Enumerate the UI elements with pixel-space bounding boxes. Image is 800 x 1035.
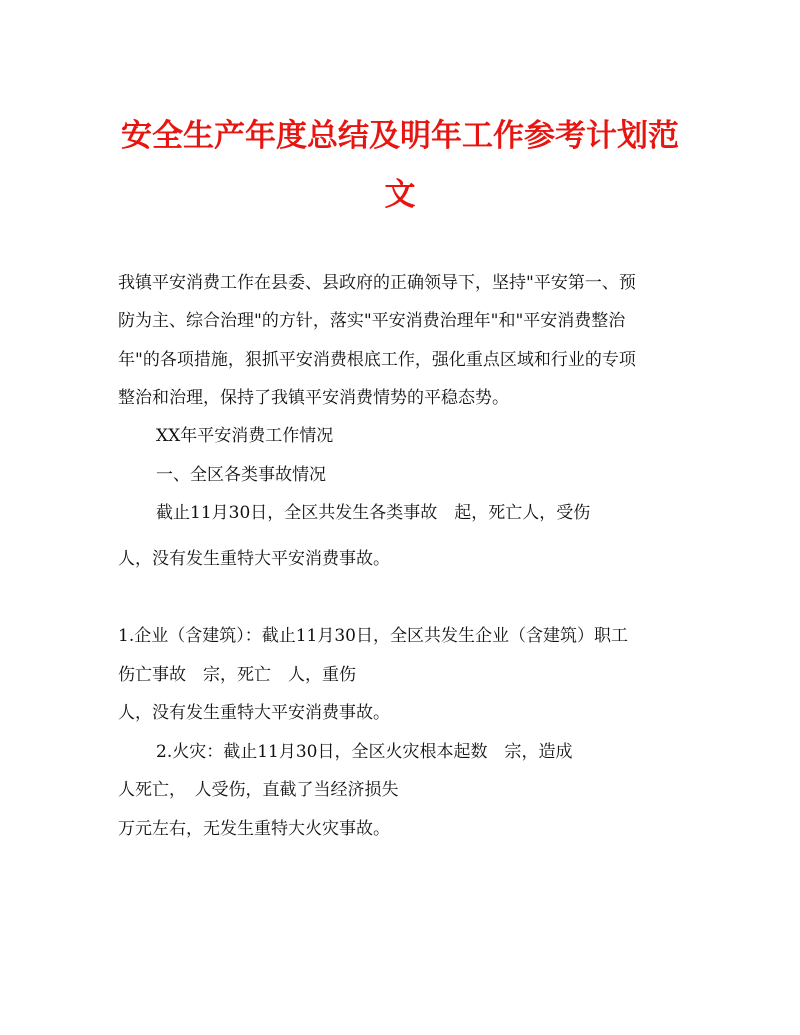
document-title-line-1: 安全生产年度总结及明年工作参考计划范 [121,118,679,154]
enterprise-item-line-2: 伤亡事故 宗，死亡 人，重伤 [118,665,356,685]
document-title-line-2: 文 [384,177,416,213]
accident-summary-line-1: 截止11月30日，全区共发生各类事故 起，死亡人，受伤 [156,503,591,523]
section-heading: XX年平安消费工作情况 [156,426,334,446]
paragraph-intro-line-2: 防为主、综合治理"的方针，落实"平安消费治理年"和"平安消费整治 [118,311,626,331]
enterprise-item-line-3: 人，没有发生重特大平安消费事故。 [118,703,390,723]
paragraph-intro-line-1: 我镇平安消费工作在县委、县政府的正确领导下，坚持"平安第一、预 [118,273,636,293]
subsection-heading: 一、全区各类事故情况 [156,465,326,485]
fire-item-line-1: 2.火灾：截止11月30日，全区火灾根本起数 宗，造成 [156,742,573,762]
fire-item-line-3: 万元左右，无发生重特大火灾事故。 [118,819,390,839]
paragraph-intro-line-3: 年"的各项措施，狠抓平安消费根底工作，强化重点区域和行业的专项 [118,350,636,370]
fire-item-line-2: 人死亡， 人受伤，直截了当经济损失 [118,780,399,800]
paragraph-intro-line-4: 整治和治理，保持了我镇平安消费情势的平稳态势。 [118,388,509,408]
accident-summary-line-2: 人，没有发生重特大平安消费事故。 [118,549,390,569]
enterprise-item-line-1: 1.企业（含建筑）：截止11月30日，全区共发生企业（含建筑）职工 [118,626,628,646]
